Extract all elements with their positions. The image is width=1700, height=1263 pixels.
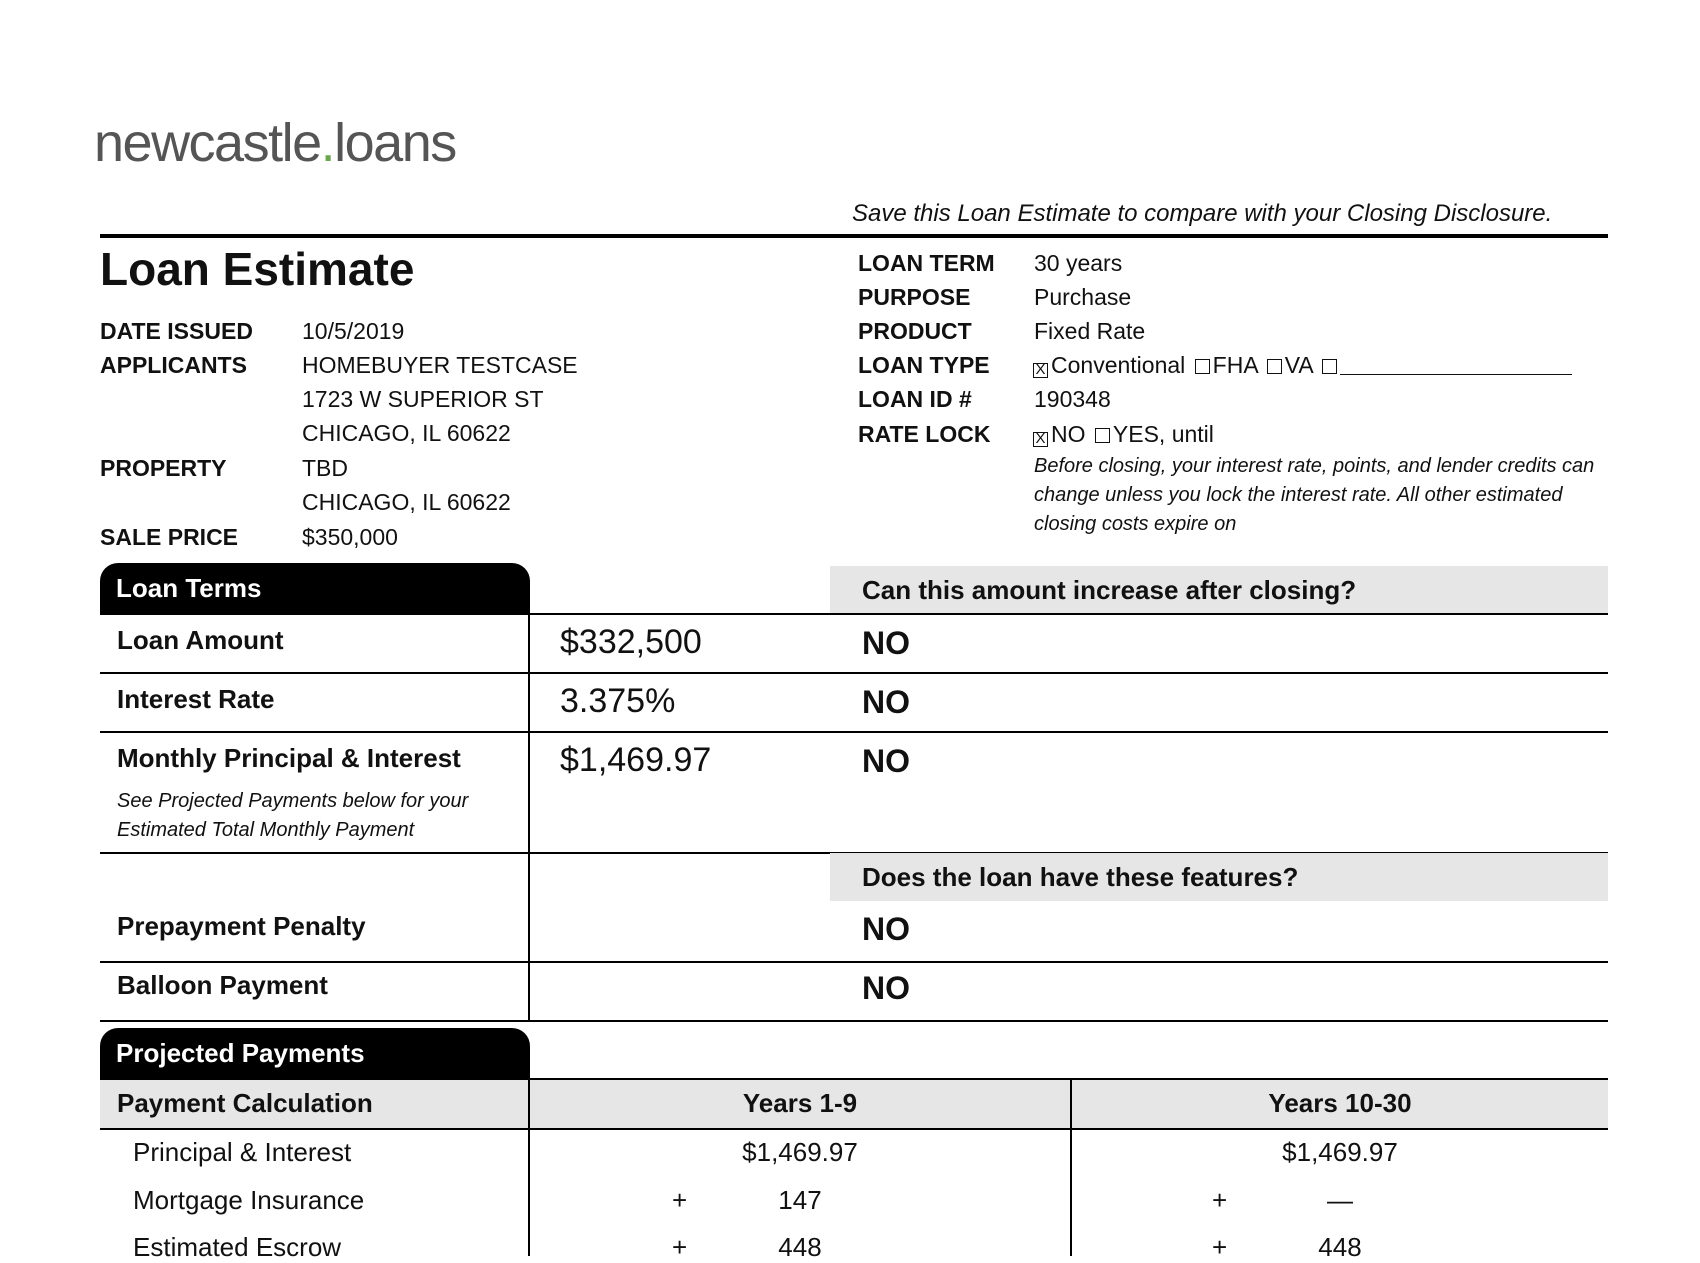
rate-lock-yes: YES, until (1112, 421, 1214, 447)
logo-tail: loans (334, 113, 456, 173)
rate-lock-note: Before closing, your interest rate, points, and lender credits can change unless you lock the interest rate. All other estimated closing costs expire on (1034, 455, 1595, 535)
logo-main: newcastle (94, 113, 321, 173)
prepayment-penalty-answer: NO (862, 911, 910, 947)
monthly-pi-value: $1,469.97 (560, 741, 712, 779)
mortgage-insurance-label: Mortgage Insurance (133, 1185, 365, 1215)
principal-interest-years-1-9: $1,469.97 (742, 1137, 858, 1167)
company-logo (94, 112, 456, 174)
interest-rate-answer: NO (862, 684, 910, 720)
sale-price-label: SALE PRICE (100, 524, 239, 550)
monthly-pi-note: See Projected Payments below for your Estimated Total Monthly Payment (117, 790, 469, 841)
fha-option: FHA (1212, 352, 1258, 378)
top-divider (100, 234, 1608, 238)
loan-terms-header: Loan Terms (100, 563, 530, 614)
estimated-escrow-years-1-9: 448 (778, 1232, 822, 1262)
product-label: PRODUCT (858, 318, 972, 344)
date-issued-label: DATE ISSUED (100, 318, 253, 344)
applicant-name: HOMEBUYER TESTCASE (302, 352, 578, 378)
mortgage-insurance-years-10-30: — (1327, 1185, 1353, 1215)
rate-lock-yes-checkbox[interactable] (1095, 428, 1110, 443)
loan-type-options (1030, 352, 1572, 379)
conventional-option: Conventional (1051, 352, 1186, 378)
rate-lock-label: RATE LOCK (858, 421, 991, 447)
rate-lock-no-checkbox[interactable]: X (1033, 432, 1048, 447)
rate-lock-no: NO (1051, 421, 1086, 447)
divider (100, 961, 1608, 963)
increase-question: Can this amount increase after closing? (830, 566, 1608, 614)
property-line1: TBD (302, 455, 348, 481)
loan-id-label: LOAN ID # (858, 386, 972, 412)
other-loan-type-blank[interactable] (1340, 354, 1572, 375)
purpose-value: Purchase (1034, 284, 1132, 310)
interest-rate-label: Interest Rate (117, 684, 275, 714)
divider (100, 1020, 1608, 1022)
monthly-pi-answer: NO (862, 743, 910, 779)
logo-dot: . (320, 113, 335, 173)
property-line2: CHICAGO, IL 60622 (302, 489, 511, 515)
principal-interest-years-10-30: $1,469.97 (1282, 1137, 1398, 1167)
rate-lock-options (1030, 421, 1214, 448)
payment-calculation-label: Payment Calculation (117, 1088, 373, 1118)
mortgage-insurance-plus-2: + (1212, 1185, 1228, 1215)
balloon-payment-answer: NO (862, 970, 910, 1006)
other-loan-type-checkbox[interactable] (1322, 359, 1337, 374)
applicant-street: 1723 W SUPERIOR ST (302, 386, 544, 412)
loan-term-value: 30 years (1034, 250, 1123, 276)
property-label: PROPERTY (100, 455, 227, 481)
mortgage-insurance-plus-1: + (672, 1185, 688, 1215)
conventional-checkbox[interactable]: X (1033, 363, 1048, 378)
va-checkbox[interactable] (1267, 359, 1282, 374)
divider (100, 731, 1608, 733)
estimated-escrow-plus-2: + (1212, 1232, 1228, 1262)
loan-amount-answer: NO (862, 625, 910, 661)
divider (100, 672, 1608, 674)
principal-interest-label: Principal & Interest (133, 1137, 352, 1167)
va-option: VA (1284, 352, 1313, 378)
divider (100, 1078, 1608, 1080)
sale-price-value: $350,000 (302, 524, 398, 550)
page-title: Loan Estimate (100, 243, 415, 295)
loan-amount-label: Loan Amount (117, 625, 284, 655)
purpose-label: PURPOSE (858, 284, 971, 310)
estimated-escrow-label: Estimated Escrow (133, 1232, 342, 1262)
fha-checkbox[interactable] (1195, 359, 1210, 374)
estimated-escrow-plus-1: + (672, 1232, 688, 1262)
estimated-escrow-years-10-30: 448 (1318, 1232, 1362, 1262)
product-value: Fixed Rate (1034, 318, 1146, 344)
loan-amount-value: $332,500 (560, 623, 702, 661)
balloon-payment-label: Balloon Payment (117, 970, 328, 1000)
mortgage-insurance-years-1-9: 147 (778, 1185, 822, 1215)
loan-id-value: 190348 (1034, 386, 1111, 412)
monthly-pi-label: Monthly Principal & Interest (117, 743, 461, 773)
applicants-label: APPLICANTS (100, 352, 247, 378)
divider (100, 613, 1608, 615)
years-10-30-header: Years 10-30 (1268, 1088, 1412, 1118)
save-note: Save this Loan Estimate to compare with your Closing Disclosure. (852, 200, 1553, 227)
years-1-9-header: Years 1-9 (742, 1088, 858, 1118)
features-question: Does the loan have these features? (830, 853, 1608, 901)
projected-payments-header: Projected Payments (100, 1028, 530, 1079)
applicant-city: CHICAGO, IL 60622 (302, 420, 511, 446)
loan-type-label: LOAN TYPE (858, 352, 990, 378)
divider (100, 1128, 1608, 1130)
date-issued-value: 10/5/2019 (302, 318, 405, 344)
loan-term-label: LOAN TERM (858, 250, 995, 276)
interest-rate-value: 3.375% (560, 682, 676, 720)
prepayment-penalty-label: Prepayment Penalty (117, 911, 366, 941)
